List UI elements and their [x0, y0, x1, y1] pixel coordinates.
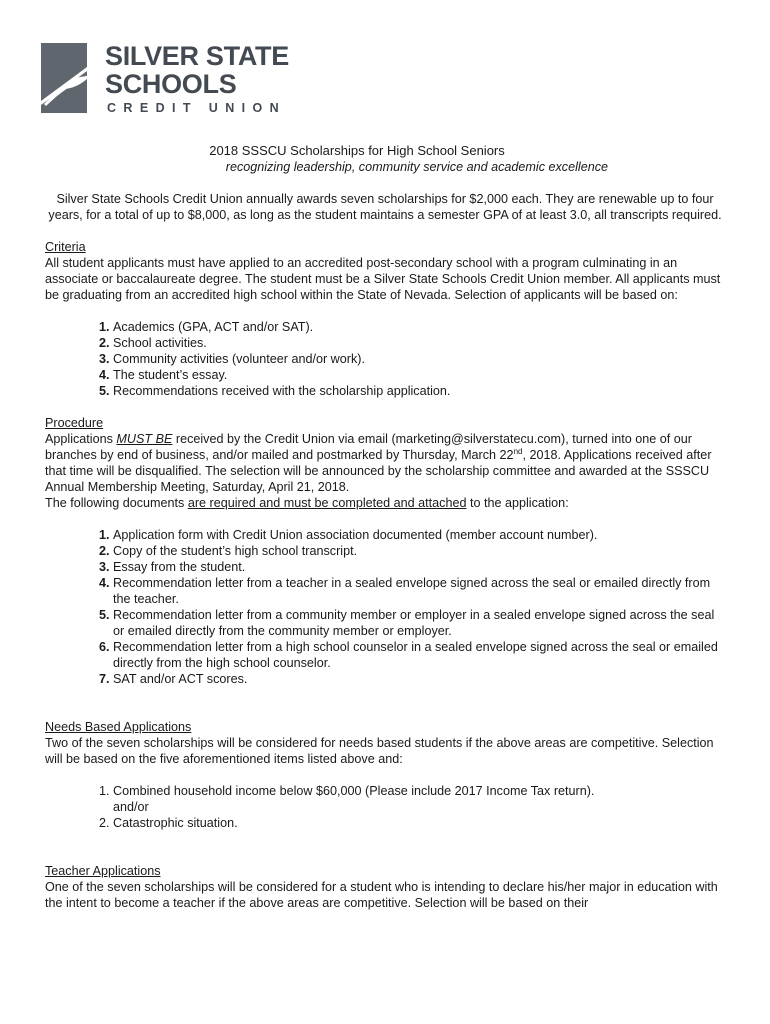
list-item: 3. Essay from the student.	[113, 559, 725, 575]
needs-list	[45, 783, 725, 831]
logo-line-1: SILVER STATE	[105, 41, 289, 71]
list-item: 5. Recommendations received with the scholarship application.	[113, 383, 725, 399]
teacher-heading: Teacher Applications	[45, 864, 161, 878]
list-item: 3. Community activities (volunteer and/or work).	[113, 351, 725, 367]
list-item: 1. Combined household income below $60,000 (Please include 2017 Income Tax return). and/or	[113, 783, 725, 815]
logo	[41, 41, 289, 115]
page-subtitle: recognizing leadership, community service and academic excellence	[225, 160, 608, 174]
documents-list	[45, 527, 725, 687]
list-item: 4. Recommendation letter from a teacher in a sealed envelope signed across the seal or emailed directly from the teacher.	[113, 575, 725, 607]
list-item: 5. Recommendation letter from a community member or employer in a sealed envelope signed across the seal or emailed directly from the community member or employer.	[113, 607, 725, 639]
criteria-heading: Criteria	[45, 240, 86, 254]
and-or-text: and/or	[113, 800, 149, 814]
list-item: 2. Catastrophic situation.	[113, 815, 725, 831]
list-item: 2. Copy of the student’s high school transcript.	[113, 543, 725, 559]
needs-section	[45, 719, 725, 831]
list-item: 1. Application form with Credit Union association documented (member account number).	[113, 527, 725, 543]
procedure-section	[45, 415, 725, 687]
list-item: 6. Recommendation letter from a high school counselor in a sealed envelope signed across the seal or emailed directly from the high school counselor.	[113, 639, 725, 671]
logo-line-3: CREDIT UNION	[107, 101, 287, 115]
list-item: 4. The student’s essay.	[113, 367, 725, 383]
must-be-emphasis: MUST BE	[116, 432, 173, 446]
list-item: 1. Academics (GPA, ACT and/or SAT).	[113, 319, 725, 335]
list-item: 2. School activities.	[113, 335, 725, 351]
needs-heading: Needs Based Applications	[45, 720, 192, 734]
logo-mark-icon	[41, 43, 99, 113]
criteria-body: All student applicants must have applied to an accredited post-secondary school with a program culminating in an associate or baccalaureate degree. The student must be a Silver State Schools Credit Union member. All applicants must be graduating from an accredited high school within the State of Nevada. Selection of applicants will be based on:	[45, 256, 721, 302]
procedure-paragraph-1: Applications MUST BE received by the Credit Union via email (marketing@silverstatecu.com), turned into one of our branches by end of business, and/or mailed and postmarked by Thursday, March 22nd, 2018. Applications received after that time will be disqualified. The selection will be announced by the scholarship committee and awarded at the SSSCU Annual Membership Meeting, Saturday, April 21, 2018.	[45, 432, 712, 494]
procedure-paragraph-2: The following documents are required and must be completed and attached to the application:	[45, 496, 569, 510]
criteria-list	[45, 319, 725, 399]
document-body	[45, 143, 725, 911]
logo-line-2: SCHOOLS	[105, 69, 237, 99]
needs-body: Two of the seven scholarships will be considered for needs based students if the above areas are competitive. Selection will be based on the five aforementioned items listed above and:	[45, 736, 714, 766]
teacher-body: One of the seven scholarships will be considered for a student who is intending to declare his/her major in education with the intent to become a teacher if the above areas are competitive. Selection will be based on their	[45, 880, 718, 910]
intro-paragraph: Silver State Schools Credit Union annually awards seven scholarships for $2,000 each. They are renewable up to four years, for a total of up to $8,000, as long as the student maintains a semester GPA of at least 3.0, all transcripts required.	[48, 192, 722, 222]
required-emphasis: are required and must be completed and attached	[187, 496, 467, 510]
list-item: 7. SAT and/or ACT scores.	[113, 671, 725, 687]
teacher-section	[45, 863, 725, 911]
procedure-heading: Procedure	[45, 416, 104, 430]
criteria-section	[45, 239, 725, 399]
page-title: 2018 SSSCU Scholarships for High School Seniors	[209, 143, 505, 158]
